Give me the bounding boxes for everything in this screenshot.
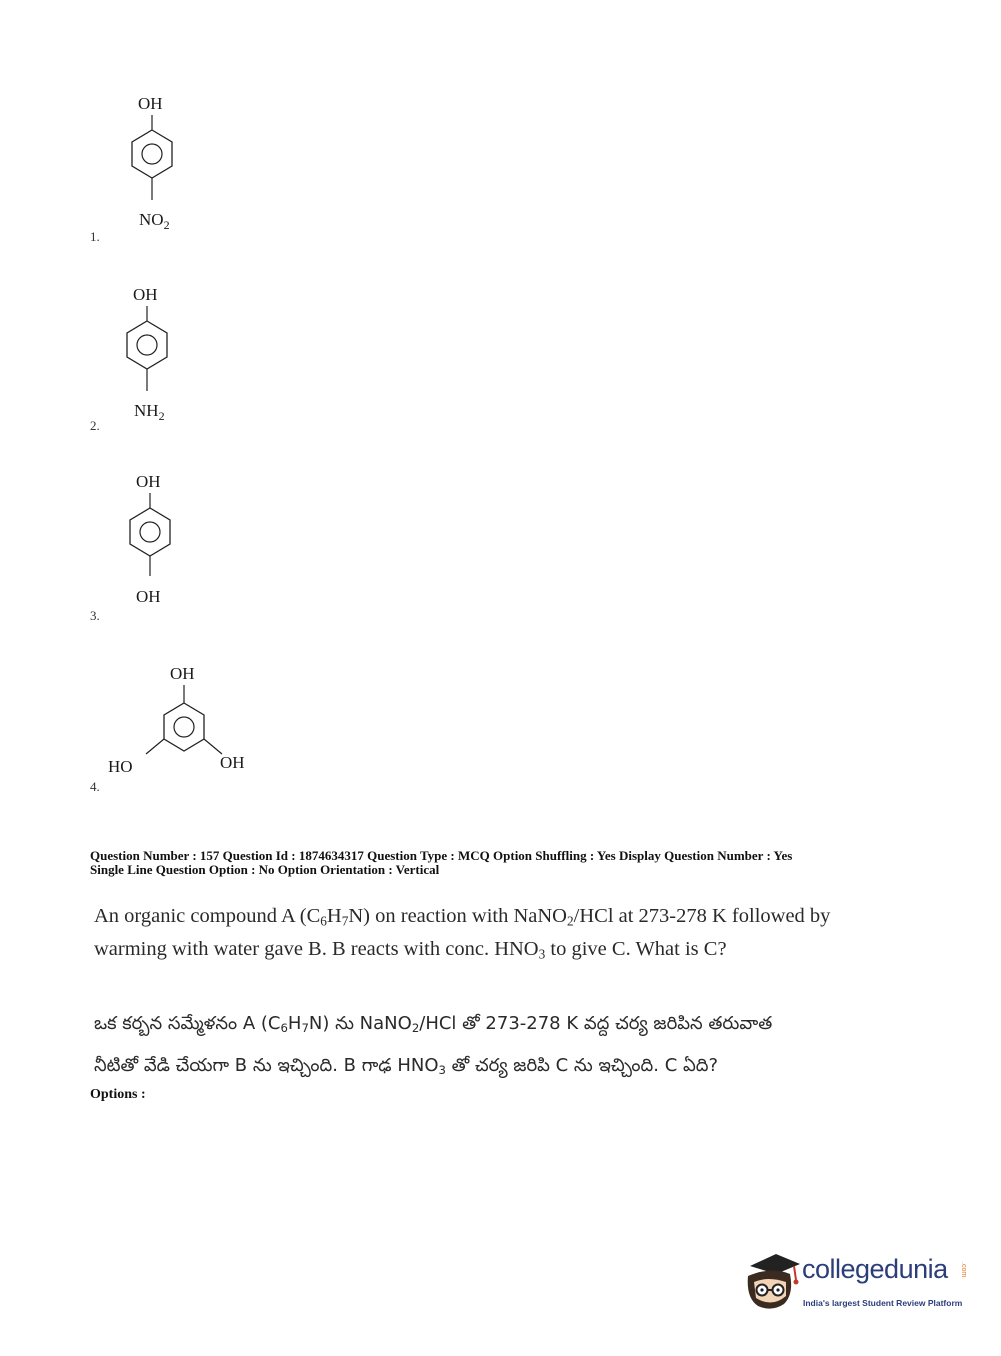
options-label: Options : [90, 1087, 146, 1102]
benzene-ring-icon [95, 278, 205, 428]
metadata-line-2: Single Line Question Option : No Option Orientation : Vertical [90, 862, 440, 877]
bottom-group-label: NO [139, 210, 164, 229]
option-number: 4. [90, 779, 100, 794]
question-line-2: నీటితో వేడి చేయగా B ను ఇచ్చింది. B గాఢ $HNO_3$ తో చర్య జరిపి C ను ఇచ్చింది. C ఏది? [94, 1054, 719, 1077]
logo-wordmark: collegedunia [802, 1254, 948, 1284]
bottom-group-label: OH [136, 587, 161, 606]
top-group-label: OH [138, 94, 163, 113]
metadata-line-1: Question Number : 157 Question Id : 1874634317 Question Type : MCQ Option Shuffling : Yes Display Question Number : Yes [90, 848, 793, 863]
svg-text:NO2: $NO_2$ [139, 210, 170, 232]
benzene-ring-icon [100, 655, 265, 780]
question-line-1: An organic compound A $(C_6H_7N)$ on reaction with NaNO$_2$/HCl at 273-278 K followed by [94, 905, 831, 929]
bottom-group-label: NH [134, 401, 159, 420]
question-text-english [94, 902, 894, 969]
benzene-ring-icon [100, 88, 210, 238]
question-metadata [90, 849, 930, 877]
benzene-ring-icon [97, 466, 207, 611]
option-number: 3. [90, 608, 100, 623]
svg-text:NH2: $NH_2$ [134, 401, 165, 423]
collegedunia-logo[interactable] [742, 1248, 972, 1318]
question-text-telugu [94, 1005, 914, 1089]
svg-text:OH [136, 587, 161, 606]
logo-suffix: .com [960, 1262, 967, 1278]
option-number: 1. [90, 229, 100, 244]
right-group-label: OH [220, 753, 245, 772]
top-group-label: OH [133, 285, 158, 304]
left-group-label: HO [108, 757, 133, 776]
student-mascot-icon [742, 1248, 800, 1312]
option-number: 2. [90, 418, 100, 433]
logo-tagline: India's largest Student Review Platform [803, 1298, 963, 1308]
question-line-1: ఒక కర్బన సమ్మేళనం A $(C_6H_7N)$ ను NaNO$_2$/HCl తో 273-278 K వద్ద చర్య జరిపిన తరువాత [94, 1013, 773, 1035]
question-line-2: warming with water gave B. B reacts with conc. $HNO_3$ to give C. What is C? [94, 938, 727, 962]
top-group-label: OH [136, 472, 161, 491]
top-group-label: OH [170, 664, 195, 683]
